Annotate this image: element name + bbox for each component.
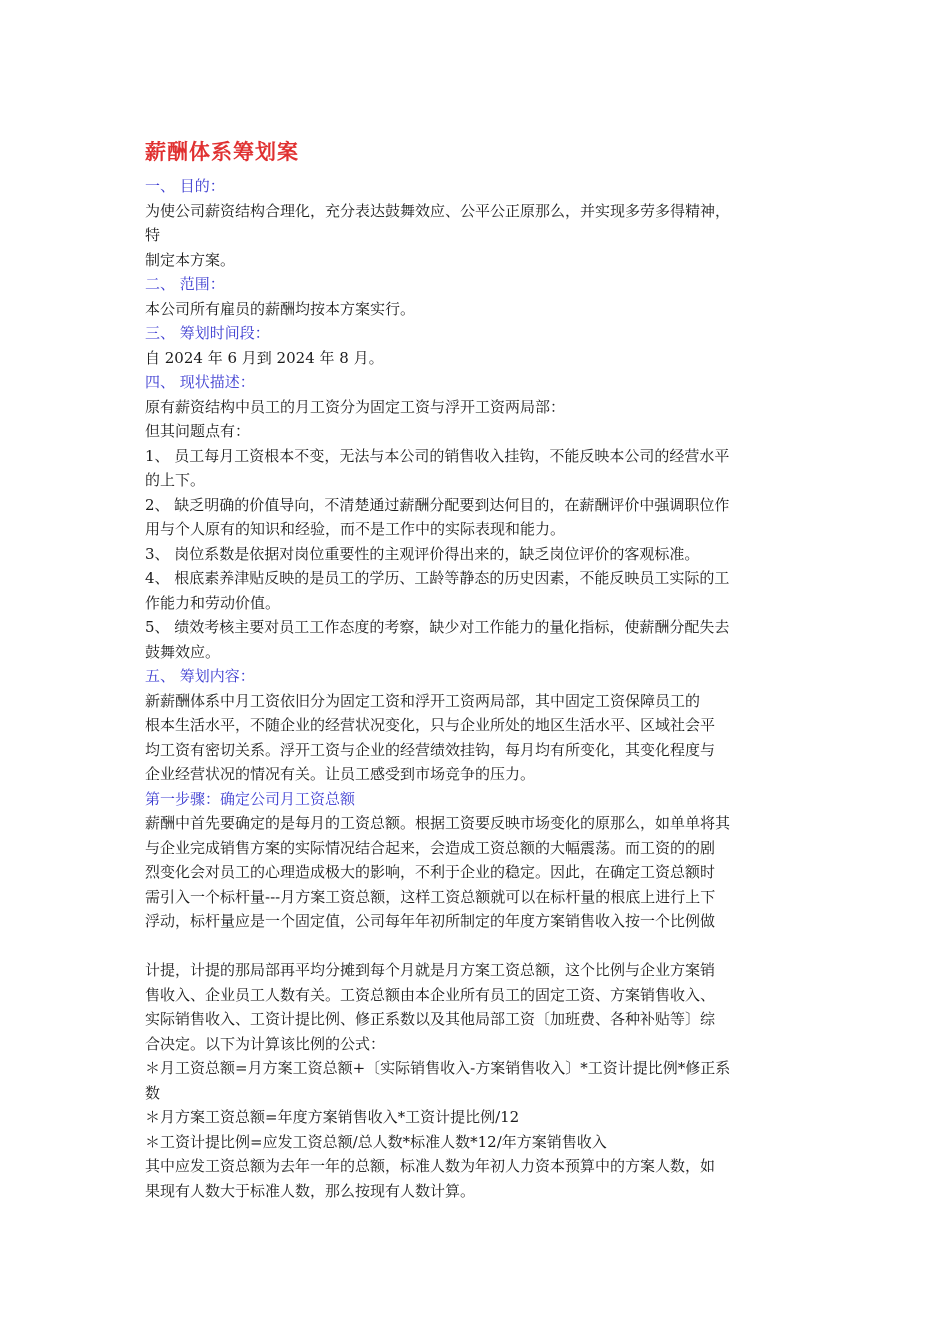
paragraph-line: 特 — [145, 226, 161, 244]
paragraph-line: 数 — [145, 1083, 161, 1102]
paragraph-line: 与企业完成销售方案的实际情况结合起来，会造成工资总额的大幅震荡。而工资的的剧 — [145, 838, 716, 857]
document-title: 薪酬体系筹划案 — [145, 140, 299, 164]
paragraph-line: 新薪酬体系中月工资依旧分为固定工资和浮开工资两局部，其中固定工资保障员工的 — [145, 691, 701, 710]
paragraph-line: 自 2024 年 6 月到 2024 年 8 月。 — [145, 348, 384, 367]
paragraph-line: 制定本方案。 — [145, 250, 236, 269]
document-body — [145, 174, 805, 1203]
paragraph-line: 3、 岗位系数是依据对岗位重要性的主观评价得出来的，缺乏岗位评价的客观标准。 — [145, 544, 700, 563]
section-heading: 三、 筹划时间段： — [145, 324, 270, 342]
paragraph-line: 鼓舞效应。 — [145, 642, 221, 661]
paragraph-line: 果现有人数大于标准人数，那么按现有人数计算。 — [145, 1181, 476, 1200]
section-heading: 一、 目的： — [145, 177, 225, 195]
paragraph-line: 原有薪资结构中员工的月工资分为固定工资与浮开工资两局部： — [145, 397, 566, 416]
paragraph-line: 薪酬中首先要确定的是每月的工资总额。根据工资要反映市场变化的原那么，如单单将其 — [145, 814, 731, 832]
paragraph-line: 企业经营状况的情况有关。让员工感受到市场竞争的压力。 — [145, 765, 536, 783]
paragraph-line: 为使公司薪资结构合理化，充分表达鼓舞效应、公平公正原那么，并实现多劳多得精神， — [145, 201, 731, 220]
paragraph-line: 需引入一个标杆量---月方案工资总额，这样工资总额就可以在标杆量的根底上进行上下 — [145, 887, 716, 906]
paragraph-line: ＊月方案工资总额=年度方案销售收入*工资计提比例/12 — [145, 1108, 520, 1126]
paragraph-line: 其中应发工资总额为去年一年的总额，标准人数为年初人力资本预算中的方案人数，如 — [145, 1157, 716, 1175]
paragraph-line: 4、 根底素养津贴反映的是员工的学历、工龄等静态的历史因素，不能反映员工实际的工 — [145, 569, 730, 587]
section-heading: 四、 现状描述： — [145, 373, 255, 391]
section-heading: 第一步骤：确定公司月工资总额 — [145, 789, 356, 808]
paragraph-line: 5、 绩效考核主要对员工工作态度的考察，缺少对工作能力的量化指标，使薪酬分配失去 — [145, 618, 730, 636]
paragraph-line: 用与个人原有的知识和经验，而不是工作中的实际表现和能力。 — [145, 520, 566, 538]
paragraph-line: 但其问题点有： — [145, 422, 251, 440]
paragraph-line: 计提，计提的那局部再平均分摊到每个月就是月方案工资总额，这个比例与企业方案销 — [145, 961, 716, 979]
paragraph-line: 售收入、企业员工人数有关。工资总额由本企业所有员工的固定工资、方案销售收入、 — [145, 985, 716, 1004]
paragraph-line: 均工资有密切关系。浮开工资与企业的经营绩效挂钩，每月均有所变化，其变化程度与 — [145, 740, 716, 759]
section-heading: 二、 范围： — [145, 275, 225, 293]
paragraph-line: 根本生活水平，不随企业的经营状况变化，只与企业所处的地区生活水平、区域社会平 — [145, 716, 716, 734]
paragraph-line: 的上下。 — [145, 471, 206, 489]
paragraph-line: 烈变化会对员工的心理造成极大的影响，不利于企业的稳定。因此，在确定工资总额时 — [145, 863, 716, 881]
paragraph-line: 1、 员工每月工资根本不变，无法与本公司的销售收入挂钩，不能反映本公司的经营水平 — [145, 446, 730, 465]
paragraph-line: 实际销售收入、工资计提比例、修正系数以及其他局部工资〔加班费、各种补贴等〕综 — [145, 1010, 716, 1028]
paragraph-line: 作能力和劳动价值。 — [145, 593, 281, 612]
blank-line — [145, 934, 805, 959]
paragraph-line: ＊工资计提比例=应发工资总额/总人数*标准人数*12/年方案销售收入 — [145, 1132, 607, 1151]
section-heading: 五、 筹划内容： — [145, 667, 255, 685]
paragraph-line: 本公司所有雇员的薪酬均按本方案实行。 — [145, 299, 416, 318]
paragraph-line: ＊月工资总额=月方案工资总额+〔实际销售收入-方案销售收入〕*工资计提比例*修正系 — [145, 1059, 731, 1077]
paragraph-line: 浮动，标杆量应是一个固定值，公司每年年初所制定的年度方案销售收入按一个比例做 — [145, 912, 716, 930]
paragraph-line: 2、 缺乏明确的价值导向，不清楚通过薪酬分配要到达何目的，在薪酬评价中强调职位作 — [145, 495, 730, 514]
paragraph-line: 合决定。以下为计算该比例的公式： — [145, 1034, 386, 1053]
